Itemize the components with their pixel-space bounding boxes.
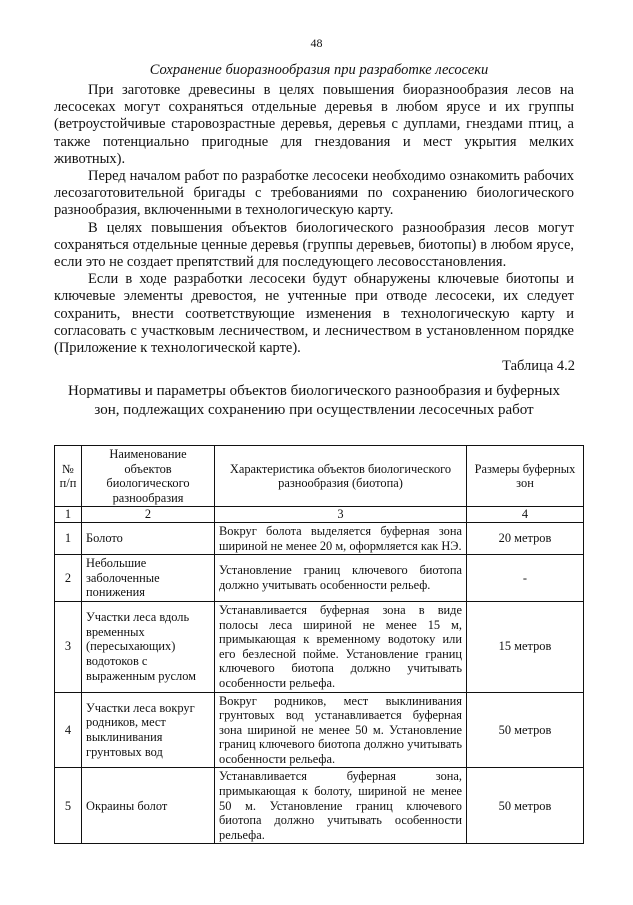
page-number: 48 — [310, 36, 323, 50]
header-description: Характеристика объектов биологического разнообразия (биотопа) — [215, 446, 467, 507]
row-description: Вокруг болота выделяется буферная зона шириной не менее 20 м, оформляется как НЭ. — [215, 522, 467, 554]
norms-table — [54, 445, 584, 844]
column-numbers-row — [55, 507, 584, 523]
table-header-row — [55, 446, 584, 507]
table-row — [55, 601, 584, 692]
column-number: 4 — [467, 507, 584, 523]
row-buffer-size: 15 метров — [467, 601, 584, 692]
row-object-name: Окраины болот — [82, 768, 215, 844]
header-object-name: Наименование объектов биологического разнообразия — [82, 446, 215, 507]
row-object-name: Небольшие заболоченные понижения — [82, 555, 215, 602]
column-number: 1 — [55, 507, 82, 523]
row-number: 5 — [55, 768, 82, 844]
table-caption: Таблица 4.2 — [502, 358, 575, 374]
body-text — [54, 82, 574, 357]
table-row — [55, 692, 584, 768]
row-description: Устанавливается буферная зона в виде полосы леса шириной не менее 15 м, примыкающая к временному водотоку или его безлесной пойме. Установление границ ключевого биотопа должно учитывать особенности рельефа. — [215, 601, 467, 692]
row-description: Устанавливается буферная зона, примыкающая к болоту, шириной не менее 50 м. Установление границ ключевого биотопа должно учитывать особенности рельефа. — [215, 768, 467, 844]
row-object-name: Участки леса вдоль временных (пересыхающих) водотоков с выраженным руслом — [82, 601, 215, 692]
paragraph: Перед началом работ по разработке лесосеки необходимо ознакомить рабочих лесозаготовительной бригады с требованиями по сохранению биологического разнообразия, включенными в технологическую карту. — [54, 168, 574, 219]
paragraph: В целях повышения объектов биологического разнообразия лесов могут сохраняться отдельные ценные деревья (группы деревьев, биотопы) в любом ярусе, если это не создает препятствий для последующего лесовосстановления. — [54, 219, 574, 271]
table-row — [55, 555, 584, 602]
header-buffer-size: Размеры буферных зон — [467, 446, 584, 507]
table-title: Нормативы и параметры объектов биологического разнообразия и буферных зон, подлежащих сохранению при осуществлении лесосечных работ — [68, 383, 560, 418]
section-heading: Сохранение биоразнообразия при разработке лесосеки — [149, 62, 489, 78]
row-buffer-size: 50 метров — [467, 768, 584, 844]
row-buffer-size: 20 метров — [467, 522, 584, 554]
row-object-name: Болото — [82, 522, 215, 554]
row-number: 4 — [55, 692, 82, 768]
row-number: 2 — [55, 555, 82, 602]
row-description: Вокруг родников, мест выклинивания грунтовых вод устанавливается буферная зона шириной не менее 50 м. Установление границ ключевого биотопа должно учитывать особенности рельефа. — [215, 692, 467, 768]
header-number: № п/п — [55, 446, 82, 507]
column-number: 3 — [215, 507, 467, 523]
paragraph: При заготовке древесины в целях повышения биоразнообразия лесов на лесосеках могут сохраняться отдельные деревья в любом ярусе и их группы (ветроустойчивые старовозрастные деревья, деревья с дуплами, гнездами птиц, а также потенциально пригодные для гнездования и мест укрытия мелких животных). — [54, 82, 574, 167]
row-object-name: Участки леса вокруг родников, мест выклинивания грунтовых вод — [82, 692, 215, 768]
row-description: Установление границ ключевого биотопа должно учитывать особенности рельеф. — [215, 555, 467, 602]
paragraph: Если в ходе разработки лесосеки будут обнаружены ключевые биотопы и ключевые элементы древостоя, не учтенные при отводе лесосеки, их следует сохранить, внести соответствующие изменения в технологическую карту и согласовать с участковым лесничеством, и лесничеством в установленном порядке (Приложение к технологической карте). — [54, 271, 574, 357]
row-number: 3 — [55, 601, 82, 692]
column-number: 2 — [82, 507, 215, 523]
row-number: 1 — [55, 522, 82, 554]
table-row — [55, 522, 584, 554]
table-row — [55, 768, 584, 844]
row-buffer-size: 50 метров — [467, 692, 584, 768]
row-buffer-size: - — [467, 555, 584, 602]
